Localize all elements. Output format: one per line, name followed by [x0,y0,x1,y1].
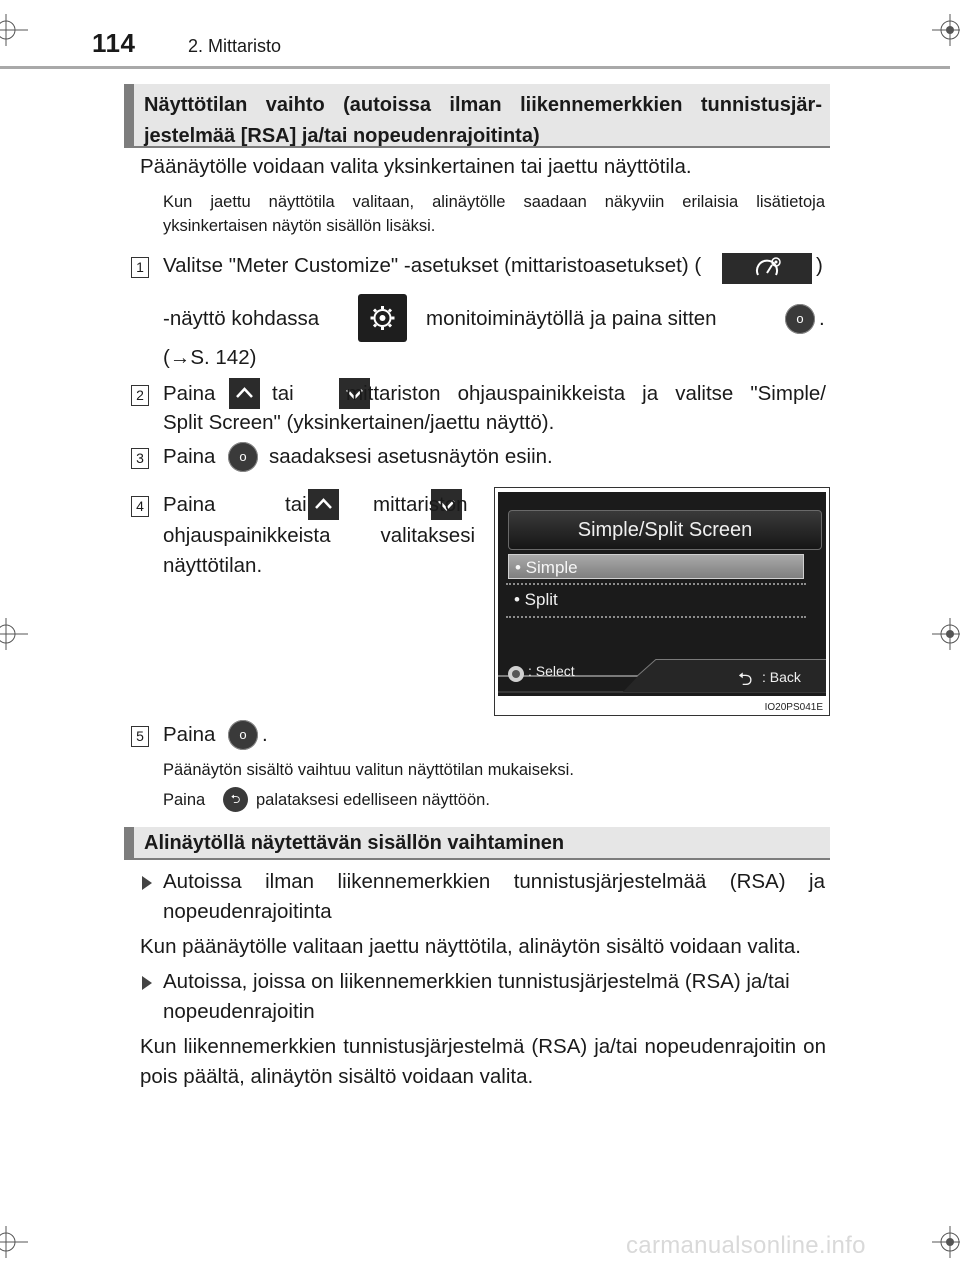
chapter-title: 2. Mittaristo [188,36,282,56]
step5-text-a: Paina [163,723,216,746]
screen-bottom-bar [498,656,826,696]
step-number: 5 [131,726,149,747]
step2-text-a: Paina [163,382,216,405]
back-label: : Back [762,669,801,685]
step2-text-b: tai [272,382,294,405]
step1-text-b: ) [816,254,823,277]
step3-text-b: saadaksesi asetusnäytön esiin. [269,445,553,468]
section-heading-display-mode: Näyttötilan vaihto (autoissa ilman liikennemerkkien tunnistusjärjestelmää [RSA] ja/tai nopeudenrajoitinta) [124,84,830,148]
page-number: 114 [92,28,136,58]
step5-note2-a: Paina [163,791,206,809]
step2-text-c-line2: Split Screen" (yksinkertainen/jaettu näyttö). [163,411,555,434]
crop-mark-icon [930,1222,960,1262]
back-button-icon: ⮌ [223,787,248,812]
intro-note: Kun jaettu näyttötila valitaan, alinäytölle saadaan näkyviin erilaisia lisätietoja yksinkertaisen näytön sisällön lisäksi. [163,193,825,235]
image-code: IO20PS041E [764,702,823,713]
step2-text-c-line1: mittariston ohjauspainikkeista ja valitse "Simple/ [346,382,826,405]
up-arrow-button-icon [229,378,260,409]
back-arrow-icon: ⮌ [738,669,753,689]
section-heading-subdisplay: Alinäytöllä näytettävän sisällön vaihtaminen [124,827,830,860]
crop-mark-icon [0,10,30,50]
condition-with-rsa: Autoissa, joissa on liikennemerkkien tunnistusjärjestelmä (RSA) ja/tai nopeudenrajoitin [163,970,790,1023]
meter-settings-icon [722,253,812,284]
divider [506,583,806,587]
ok-button-icon: o [785,304,815,334]
divider [506,616,806,620]
step5-note1: Päänäytön sisältö vaihtuu valitun näyttötilan mukaiseksi. [163,761,574,779]
option-split: • Split [514,590,558,609]
option-simple-selected: • Simple [508,554,804,579]
gear-icon [358,294,407,342]
step5-text-b: . [262,723,268,746]
step1-text-e: . [819,307,825,330]
screen-title: Simple/Split Screen [508,510,822,550]
step-number: 3 [131,448,149,469]
step5-note2-b: palataksesi edelliseen näyttöön. [256,791,490,809]
crop-mark-icon [0,1222,30,1262]
step4-text-d: ohjauspainikkeista valitaksesi näyttötilan. [163,524,475,577]
step4-text-a: Paina [163,493,216,516]
text-without-rsa: Kun päänäytölle valitaan jaettu näyttötila, alinäytön sisältö voidaan valita. [140,935,801,958]
bullet-triangle-icon [142,976,152,990]
ok-button-icon: o [228,442,258,472]
up-arrow-button-icon [308,489,339,520]
text-with-rsa: Kun liikennemerkkien tunnistusjärjestelmä (RSA) ja/tai nopeudenrajoitin on pois päältä, alinäytön sisältö voidaan valita. [140,1035,826,1088]
step3-text-a: Paina [163,445,216,468]
step4-text-c: mittariston [373,493,468,516]
step4-text-b: tai [285,493,307,516]
select-label: : Select [528,663,575,679]
step1-text-c: -näyttö kohdassa [163,307,320,330]
crop-mark-icon [930,10,960,50]
bullet-triangle-icon [142,876,152,890]
step1-text-d: monitoiminäytöllä ja paina sitten [426,307,717,330]
ok-button-icon: o [228,720,258,750]
step1-text-a: Valitse "Meter Customize" -asetukset (mittaristoasetukset) ( [163,254,702,277]
header-divider [0,66,950,69]
crop-mark-icon [0,614,30,654]
multi-information-display [498,492,826,696]
watermark: carmanualsonline.info [626,1232,866,1259]
step-number: 1 [131,257,149,278]
display-screenshot-figure [494,487,830,716]
step-number: 2 [131,385,149,406]
step1-reference: (→S. 142) [163,346,257,369]
crop-mark-icon [930,614,960,654]
step-number: 4 [131,496,149,517]
intro-text: Päänäytölle voidaan valita yksinkertainen tai jaettu näyttötila. [140,155,692,178]
condition-without-rsa: Autoissa ilman liikennemerkkien tunnistusjärjestelmää (RSA) ja nopeudenrajoitinta [163,870,825,923]
